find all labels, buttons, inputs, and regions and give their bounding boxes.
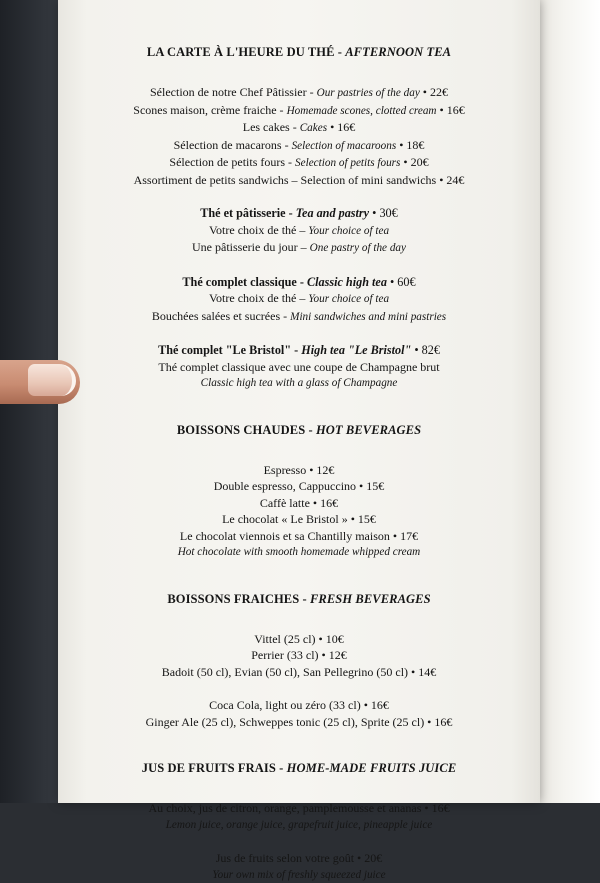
menu-item-note: Hot chocolate with smooth homemade whipped cream: [58, 544, 540, 561]
light-background-right: [540, 0, 600, 803]
menu-item: Bouchées salées et sucrées - Mini sandwiches and mini pastries: [58, 308, 540, 326]
menu-item: Perrier (33 cl) • 12€: [58, 647, 540, 664]
menu-item: Badoit (50 cl), Evian (50 cl), San Pellegrino (50 cl) • 14€: [58, 664, 540, 681]
classic-high-tea-block: [58, 274, 540, 326]
thumb-holding-menu: [0, 352, 86, 408]
menu-item: Votre choix de thé – Your choice of tea: [58, 222, 540, 240]
menu-item: Caffè latte • 16€: [58, 495, 540, 512]
menu-item-note: Your own mix of freshly squeezed juice: [58, 867, 540, 883]
fresh-beverages-title: BOISSONS FRAICHES - FRESH BEVERAGES: [58, 591, 540, 607]
menu-item: Ginger Ale (25 cl), Schweppes tonic (25 cl), Sprite (25 cl) • 16€: [58, 714, 540, 731]
menu-item: Double espresso, Cappuccino • 15€: [58, 478, 540, 495]
juice-items: [58, 800, 540, 883]
tea-pastry-heading: Thé et pâtisserie - Tea and pastry • 30€: [58, 205, 540, 222]
menu-item: Le chocolat « Le Bristol » • 15€: [58, 511, 540, 528]
menu-item: Scones maison, crème fraiche - Homemade scones, clotted cream • 16€: [58, 102, 540, 120]
menu-item: Assortiment de petits sandwichs – Selection of mini sandwichs • 24€: [58, 172, 540, 189]
menu-content: [58, 44, 540, 883]
menu-item: Espresso • 12€: [58, 462, 540, 479]
bristol-high-tea-heading: Thé complet "Le Bristol" - High tea "Le Bristol" • 82€: [58, 342, 540, 359]
menu-item: Votre choix de thé – Your choice of tea: [58, 290, 540, 308]
menu-item: Coca Cola, light ou zéro (33 cl) • 16€: [58, 697, 540, 714]
menu-item: Sélection de petits fours - Selection of petits fours • 20€: [58, 154, 540, 172]
menu-item: Vittel (25 cl) • 10€: [58, 631, 540, 648]
thumbnail: [28, 364, 76, 396]
classic-high-tea-heading: Thé complet classique - Classic high tea • 60€: [58, 274, 540, 291]
menu-item: Thé complet classique avec une coupe de Champagne brut: [58, 359, 540, 376]
menu-item-note: Lemon juice, orange juice, grapefruit juice, pineapple juice: [58, 817, 540, 834]
fresh-beverages-group-water: [58, 631, 540, 681]
hot-beverages-title: BOISSONS CHAUDES - HOT BEVERAGES: [58, 422, 540, 438]
menu-item: Au choix, jus de citron, orange, pamplemousse et ananas • 16€: [58, 800, 540, 817]
menu-item-note: Classic high tea with a glass of Champagne: [58, 375, 540, 392]
menu-item: Les cakes - Cakes • 16€: [58, 119, 540, 137]
fresh-beverages-group-soda: [58, 697, 540, 730]
afternoon-tea-items: [58, 84, 540, 188]
juice-title: JUS DE FRUITS FRAIS - HOME-MADE FRUITS JUICE: [58, 760, 540, 776]
menu-item: Une pâtisserie du jour – One pastry of the day: [58, 239, 540, 257]
hot-beverages-items: [58, 462, 540, 561]
menu-item: Le chocolat viennois et sa Chantilly maison • 17€: [58, 528, 540, 545]
menu-item: Jus de fruits selon votre goût • 20€: [58, 850, 540, 867]
afternoon-tea-title: LA CARTE À L'HEURE DU THÉ - AFTERNOON TEA: [58, 44, 540, 60]
menu-page: [58, 0, 540, 803]
menu-item: Sélection de notre Chef Pâtissier - Our pastries of the day • 22€: [58, 84, 540, 102]
bristol-high-tea-block: [58, 342, 540, 392]
menu-item: Sélection de macarons - Selection of macaroons • 18€: [58, 137, 540, 155]
tea-pastry-block: [58, 205, 540, 257]
